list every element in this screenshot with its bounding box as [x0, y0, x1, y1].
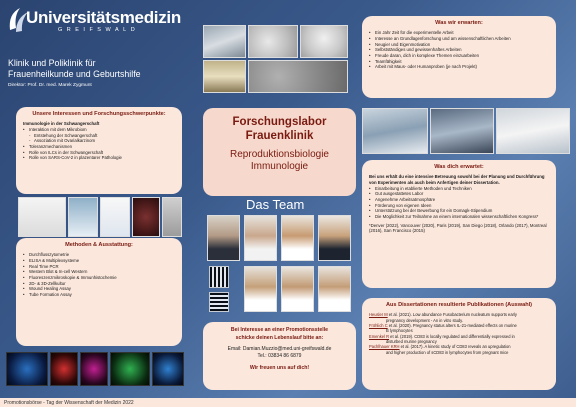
team-photo-5 [244, 266, 277, 312]
qr-code-2 [209, 292, 229, 312]
list-item: • Durchflusszytometrie [23, 252, 175, 258]
list-item: • Angenehme Arbeitsatmosphäre [369, 197, 549, 203]
contact-closing: Wir freuen uns auf dich! [249, 364, 310, 371]
publication-item: Fröhlich C et al. (2020). Pregnancy status alters IL-21-mediated effects on murine B lymphocytes [369, 323, 517, 334]
microscopy-photo-2 [300, 25, 348, 58]
contact-line2: schicke deinen Lebenslauf bitte an: [235, 334, 324, 341]
interests-box [16, 107, 182, 194]
list-item: - Assoziation mit Ovarialkarzinom [23, 138, 175, 144]
publication-author[interactable]: Emenkel R [369, 333, 390, 339]
clinic-name: Klinik und Poliklinik für Frauenheilkunde und Geburtshilfe [8, 58, 141, 80]
list-item: • Fluoreszenzmikroskopie & Immunhistochemie [23, 275, 175, 281]
tissue-photo [132, 197, 160, 237]
team-photo-1 [207, 215, 240, 261]
offer-list [369, 186, 549, 220]
lab-photo-plates [203, 25, 246, 58]
list-item: - Entstehung der Schwangerschaft [23, 133, 175, 139]
fluorescence-image-1 [6, 352, 48, 386]
offer-box [362, 160, 556, 288]
flow-cytometer-photo [18, 197, 66, 237]
list-item: • Einarbeitung in etablierte Methoden und Techniken [369, 186, 549, 192]
list-item: • Interaktion mit dem Mikrobiom [23, 127, 175, 133]
team-title: Das Team [246, 197, 305, 212]
interests-title: Unsere Interessen und Forschungsschwerpunkte: [32, 111, 166, 117]
footer-text: Promotionsbörse - Tag der Wissenschaft der Medizin 2022 [4, 399, 134, 406]
contact-box [203, 322, 356, 390]
lab-subtitle: Reproduktionsbiologie Immunologie [230, 148, 329, 173]
lab-equipment-photo [68, 197, 98, 237]
list-item: • Real Time PCR [23, 264, 175, 270]
logo-title: Universitätsmedizin [26, 8, 181, 27]
list-item: • Rolle von ILCs in der Schwangerschaft [23, 150, 175, 156]
publication-item: Heusler M et al. (2021). Low abundance Fusobacterium nucleatum supports early pregnancy development - An in vitro study. [369, 312, 517, 323]
team-photo-3 [281, 215, 314, 261]
publications-box [362, 298, 556, 390]
team-photo-7 [318, 266, 351, 312]
list-item: • Arbeit mit Maus- oder Humanproben (je nach Projekt) [369, 64, 549, 70]
list-item: • Rolle von SARS-CoV-2 in plazentarer Pathologie [23, 155, 175, 161]
lab-photo-flasks [203, 60, 246, 93]
expectations-list [369, 30, 549, 70]
offer-intro: Bei uns erhält du eine intensive Betreuung sowohl bei der Planung und Durchführung von Experimenten als auch beim Anfertigen deiner Dissertation. [369, 174, 545, 186]
offer-footnote: *Denver (2022), Vancouver (2020), Paris (2019), San Diego (2018), Orlando (2017), Montreal (2016), San Francisco (2015) [369, 222, 547, 234]
list-item: • Western Blot & In-cell Western [23, 269, 175, 275]
lab-work-photo-1 [362, 108, 428, 154]
team-photo-4 [318, 215, 351, 261]
list-item: • ELISA & Multiplexsysteme [23, 258, 175, 264]
offer-title: Was dich erwartet: [434, 164, 484, 170]
team-photo-6 [281, 266, 314, 312]
center-title-box [203, 108, 356, 196]
expectations-box [362, 16, 556, 98]
logo-subtitle: GREIFSWALD [58, 27, 140, 33]
list-item: • Selbstständiges und gewissenhaftes Arbeiten [369, 47, 549, 53]
fluorescence-image-5 [152, 352, 184, 386]
microscopy-photo-3 [248, 60, 348, 93]
list-item: • Wound Healing Assay [23, 286, 175, 292]
interests-subtitle: Immunologie in der Schwangerschaft [23, 121, 100, 127]
lab-work-photo-2 [430, 108, 494, 154]
methods-title: Methoden & Ausstattung: [65, 242, 133, 248]
list-item: • Tube Formation Assay [23, 292, 175, 298]
qr-code-1 [209, 266, 229, 288]
director-line: Direktor: Prof. Dr. med. Marek Zygmunt [8, 83, 92, 88]
lab-work-photo-3 [496, 108, 570, 154]
publication-author[interactable]: Pachlhauer KRH [369, 344, 400, 350]
methods-list [23, 252, 175, 297]
publication-item: Emenkel R et al. (2019). CD83 is locally regulated and differentially expressed in disturbed murine pregnancy [369, 333, 515, 344]
lab-title: Forschungslabor Frauenklinik [232, 116, 327, 143]
list-item: • Ein Jahr Zeit für die experimentelle Arbeit [369, 30, 549, 36]
fluorescence-image-2 [50, 352, 78, 386]
list-item: • Interesse an Grundlagenforschung und am wissenschaftlichen Arbeiten [369, 36, 549, 42]
publication-author[interactable]: Fröhlich C [369, 323, 388, 328]
list-item: • Gut ausgestattetes Labor [369, 191, 549, 197]
list-item: • Toleranzmechanismen [23, 144, 175, 150]
publications-title: Aus Dissertationen resultierte Publikationen (Auswahl) [385, 302, 533, 308]
footer-bar [0, 398, 576, 407]
fluorescence-image-4 [110, 352, 150, 386]
contact-line1: Bei Interesse an einer Promotionsstelle [230, 327, 329, 333]
list-item: • Neugier und Eigenmotivation [369, 42, 549, 48]
methods-box [16, 238, 182, 346]
team-photo-2 [244, 215, 277, 261]
contact-phone[interactable]: Tel.: 03834 86 6879 [257, 353, 302, 360]
microscopy-photo-1 [248, 25, 298, 58]
contact-email[interactable]: Email: Damian.Muzzio@med.uni-greifswald.de [227, 346, 332, 353]
fluorescence-image-3 [80, 352, 108, 386]
lab-device-photo [162, 197, 182, 237]
publication-item: Pachlhauer KRH et al. (2017). A kinetic study of CD83 reveals an upregulation and higher production of sCD83 in lymphocytes from pregnant mice [369, 344, 511, 355]
western-blot-photo [100, 197, 130, 237]
list-item: • Die Möglichkeit zur Teilnahme an einem internationalen wissenschaftlichen Kongress* [369, 214, 549, 220]
list-item: • Förderung von eigenen Ideen [369, 203, 549, 209]
expectations-title: Was wir erwarten: [435, 20, 483, 26]
list-item: • Freude daran, dich in komplexe Themen einzuarbeiten [369, 53, 549, 59]
list-item: • Unterstützung bei der Bewerbung für ein Domagk-Stipendium [369, 208, 549, 214]
list-item: • Teamfähigkeit [369, 59, 549, 65]
list-item: • 2D- & 3D-Zellkultur [23, 281, 175, 287]
interests-list [23, 127, 175, 161]
publication-author[interactable]: Heusler M [369, 312, 388, 318]
